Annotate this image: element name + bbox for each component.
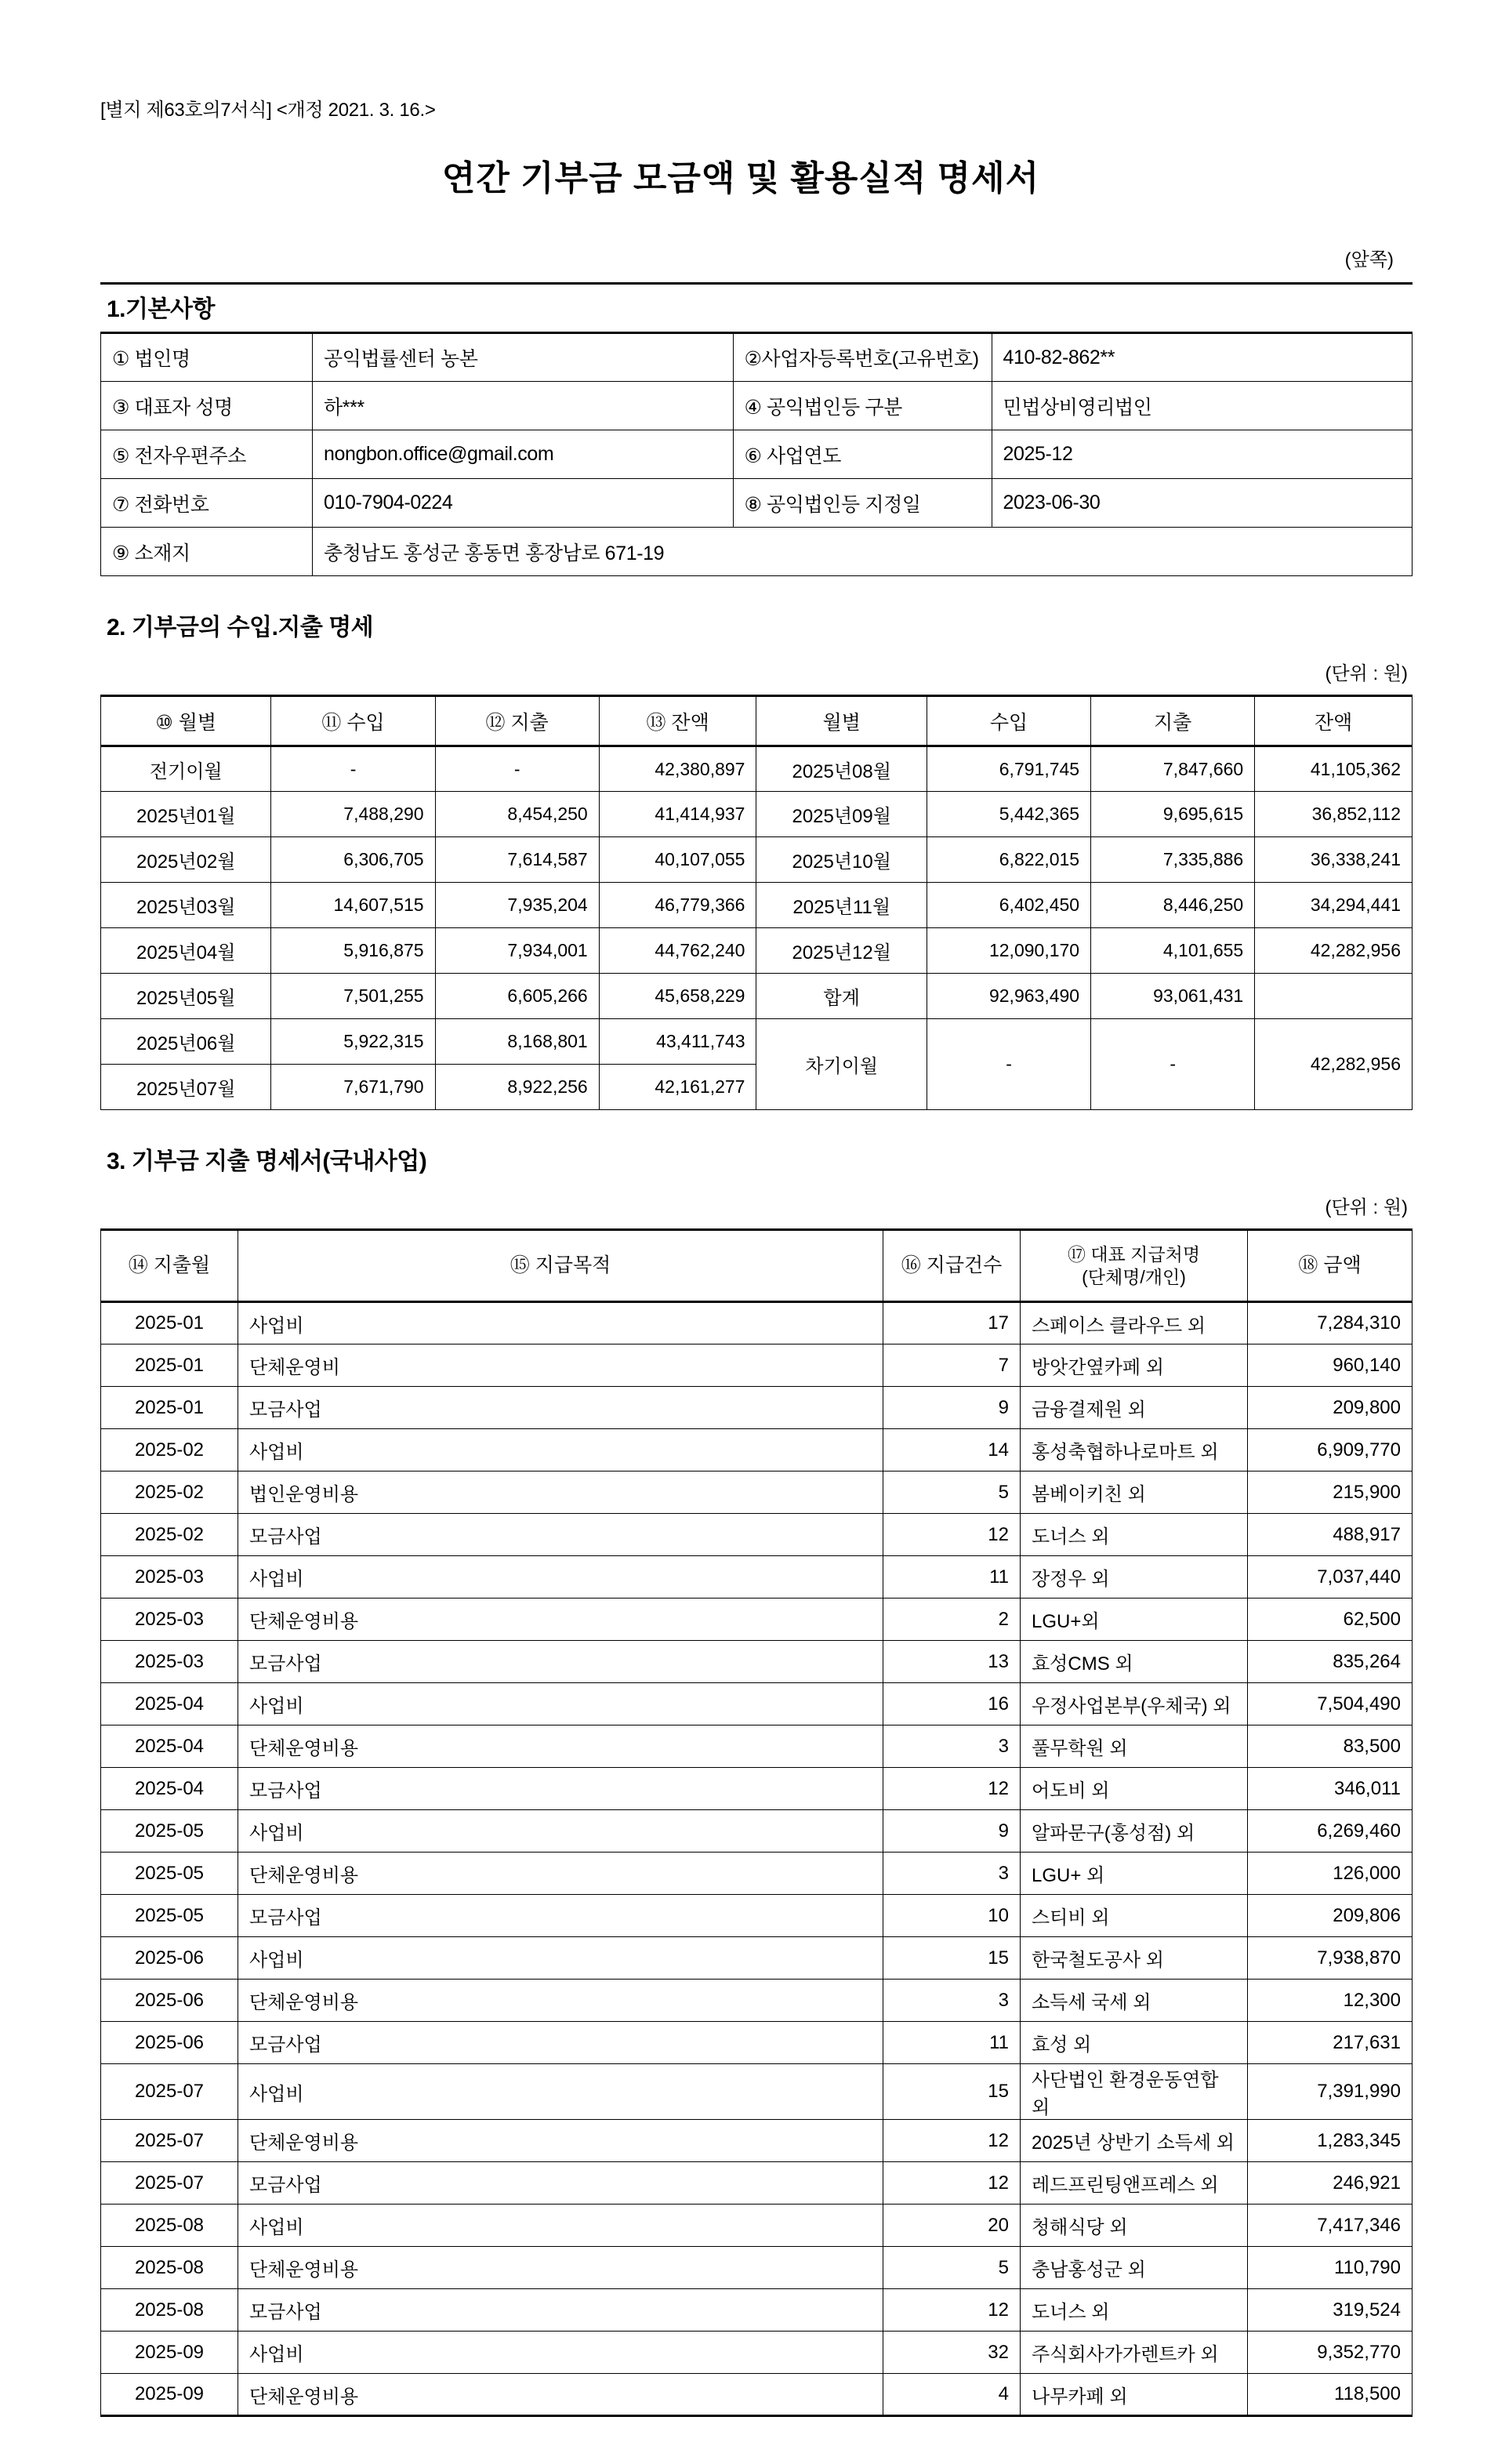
expense-purpose: 사업비	[238, 1302, 883, 1344]
table-row	[101, 837, 1413, 883]
table-row	[101, 382, 1413, 430]
expense-count: 12	[883, 2289, 1021, 2332]
expense-amount: 217,631	[1248, 2022, 1413, 2064]
expense-purpose: 단체운영비용	[238, 1980, 883, 2022]
col-header-spend-payee-line2: (단체명/개인)	[1082, 1266, 1186, 1287]
expense-count: 5	[883, 2247, 1021, 2289]
section3-heading: 3. 기부금 지출 명세서(국내사업)	[107, 1149, 427, 1174]
expense-month: 2025-03	[101, 1556, 238, 1599]
table-row	[101, 1344, 1413, 1387]
expense-count: 3	[883, 1726, 1021, 1768]
col-header-income-right: 수입	[927, 696, 1090, 746]
expense-month: 2025-07	[101, 2120, 238, 2162]
cashflow-month-left: 2025년05월	[101, 974, 271, 1019]
expense-purpose: 모금사업	[238, 1387, 883, 1429]
cashflow-total-expense: 93,061,431	[1091, 974, 1255, 1019]
expense-purpose: 모금사업	[238, 2162, 883, 2205]
expense-amount: 209,800	[1248, 1387, 1413, 1429]
expense-payee: 충남홍성군 외	[1021, 2247, 1248, 2289]
table-row	[101, 333, 1413, 382]
cashflow-balance-right: 36,852,112	[1255, 792, 1413, 837]
table-row	[101, 1980, 1413, 2022]
expense-month: 2025-07	[101, 2162, 238, 2205]
expense-amount: 246,921	[1248, 2162, 1413, 2205]
basic-value-phone: 010-7904-0224	[313, 479, 734, 528]
cashflow-expense-left: -	[435, 746, 599, 792]
cashflow-month-right: 2025년11월	[756, 883, 927, 928]
expense-payee: 장정우 외	[1021, 1556, 1248, 1599]
table-row	[101, 974, 1413, 1019]
expense-header-row	[101, 1230, 1413, 1302]
expense-count: 12	[883, 2162, 1021, 2205]
expense-month: 2025-06	[101, 1937, 238, 1980]
cashflow-income-left: 7,488,290	[271, 792, 435, 837]
cashflow-carryforward-income: -	[927, 1019, 1090, 1110]
table-row	[101, 1726, 1413, 1768]
expense-amount: 209,806	[1248, 1895, 1413, 1937]
basic-value-biz-number: 410-82-862**	[992, 333, 1413, 382]
expense-amount: 488,917	[1248, 1514, 1413, 1556]
expense-purpose: 모금사업	[238, 1768, 883, 1810]
cashflow-balance-left: 43,411,743	[599, 1019, 756, 1065]
col-header-month-left: ⑩ 월별	[101, 696, 271, 746]
col-header-spend-amount: ⑱ 금액	[1248, 1230, 1413, 1302]
cashflow-income-right: 5,442,365	[927, 792, 1090, 837]
expense-payee: 효성CMS 외	[1021, 1641, 1248, 1683]
basic-label-address: ⑨ 소재지	[101, 528, 313, 576]
table-row	[101, 2162, 1413, 2205]
cashflow-carryforward-expense: -	[1091, 1019, 1255, 1110]
cashflow-expense-left: 7,614,587	[435, 837, 599, 883]
expense-count: 12	[883, 1514, 1021, 1556]
expense-month: 2025-04	[101, 1683, 238, 1726]
expense-payee: 사단법인 환경운동연합 외	[1021, 2064, 1248, 2120]
cashflow-income-right: 6,791,745	[927, 746, 1090, 792]
expense-month: 2025-06	[101, 2022, 238, 2064]
table-row	[101, 2120, 1413, 2162]
expense-month: 2025-02	[101, 1472, 238, 1514]
expense-purpose: 단체운영비용	[238, 2374, 883, 2416]
expense-payee: 홍성축협하나로마트 외	[1021, 1429, 1248, 1472]
table-row	[101, 1810, 1413, 1853]
cashflow-month-left: 2025년06월	[101, 1019, 271, 1065]
expense-payee: 효성 외	[1021, 2022, 1248, 2064]
col-header-spend-payee-line1: ⑰ 대표 지급처명	[1067, 1243, 1201, 1265]
expense-amount: 12,300	[1248, 1980, 1413, 2022]
basic-value-address: 충청남도 홍성군 홍동면 홍장남로 671-19	[313, 528, 1413, 576]
expense-month: 2025-02	[101, 1514, 238, 1556]
cashflow-total-label: 합계	[756, 974, 927, 1019]
table-row	[101, 2022, 1413, 2064]
expense-count: 32	[883, 2332, 1021, 2374]
expense-count: 7	[883, 1344, 1021, 1387]
cashflow-income-left: -	[271, 746, 435, 792]
basic-value-corp-name: 공익법률센터 농본	[313, 333, 734, 382]
basic-label-phone: ⑦ 전화번호	[101, 479, 313, 528]
cashflow-month-right: 2025년09월	[756, 792, 927, 837]
expense-payee: 금융결제원 외	[1021, 1387, 1248, 1429]
cashflow-balance-left: 40,107,055	[599, 837, 756, 883]
expense-purpose: 사업비	[238, 2205, 883, 2247]
expense-count: 3	[883, 1853, 1021, 1895]
table-row	[101, 1641, 1413, 1683]
expense-amount: 960,140	[1248, 1344, 1413, 1387]
cashflow-header-row	[101, 696, 1413, 746]
col-header-income-left: ⑪ 수입	[271, 696, 435, 746]
expense-payee: 주식회사가가렌트카 외	[1021, 2332, 1248, 2374]
expense-month: 2025-09	[101, 2332, 238, 2374]
page-title: 연간 기부금 모금액 및 활용실적 명세서	[441, 159, 1040, 198]
expense-count: 2	[883, 1599, 1021, 1641]
cashflow-balance-right: 34,294,441	[1255, 883, 1413, 928]
basic-info-table	[100, 332, 1413, 576]
expense-payee: 청해식당 외	[1021, 2205, 1248, 2247]
expense-count: 11	[883, 2022, 1021, 2064]
table-row	[101, 1556, 1413, 1599]
expense-count: 9	[883, 1810, 1021, 1853]
expense-purpose: 사업비	[238, 1683, 883, 1726]
basic-label-email: ⑤ 전자우편주소	[101, 430, 313, 479]
expense-count: 3	[883, 1980, 1021, 2022]
expense-purpose: 단체운영비	[238, 1344, 883, 1387]
cashflow-expense-left: 8,922,256	[435, 1065, 599, 1110]
expense-count: 17	[883, 1302, 1021, 1344]
cashflow-expense-left: 7,935,204	[435, 883, 599, 928]
expense-amount: 7,417,346	[1248, 2205, 1413, 2247]
expense-purpose: 모금사업	[238, 1514, 883, 1556]
cashflow-income-left: 5,922,315	[271, 1019, 435, 1065]
expense-amount: 6,269,460	[1248, 1810, 1413, 1853]
expense-month: 2025-05	[101, 1810, 238, 1853]
expense-count: 5	[883, 1472, 1021, 1514]
basic-value-fiscal-year: 2025-12	[992, 430, 1413, 479]
expense-month: 2025-06	[101, 1980, 238, 2022]
expense-month: 2025-08	[101, 2205, 238, 2247]
cashflow-total-balance	[1255, 974, 1413, 1019]
expense-month: 2025-03	[101, 1641, 238, 1683]
basic-label-rep-name: ③ 대표자 성명	[101, 382, 313, 430]
expense-purpose: 법인운영비용	[238, 1472, 883, 1514]
expense-month: 2025-03	[101, 1599, 238, 1641]
expense-amount: 7,037,440	[1248, 1556, 1413, 1599]
expense-count: 15	[883, 1937, 1021, 1980]
cashflow-month-left: 2025년03월	[101, 883, 271, 928]
col-header-expense-left: ⑫ 지출	[435, 696, 599, 746]
table-row	[101, 479, 1413, 528]
expense-amount: 83,500	[1248, 1726, 1413, 1768]
expense-count: 9	[883, 1387, 1021, 1429]
expense-count: 15	[883, 2064, 1021, 2120]
cashflow-expense-right: 7,335,886	[1091, 837, 1255, 883]
expense-purpose: 단체운영비용	[238, 1726, 883, 1768]
basic-value-email: nongbon.office@gmail.com	[313, 430, 734, 479]
cashflow-balance-right: 42,282,956	[1255, 928, 1413, 974]
table-row	[101, 746, 1413, 792]
expense-amount: 9,352,770	[1248, 2332, 1413, 2374]
cashflow-month-right: 2025년08월	[756, 746, 927, 792]
expense-count: 12	[883, 1768, 1021, 1810]
basic-value-rep-name: 하***	[313, 382, 734, 430]
expense-payee: 우정사업본부(우체국) 외	[1021, 1683, 1248, 1726]
expense-purpose: 사업비	[238, 1429, 883, 1472]
expense-month: 2025-02	[101, 1429, 238, 1472]
expense-count: 13	[883, 1641, 1021, 1683]
table-row	[101, 430, 1413, 479]
expense-payee: 어도비 외	[1021, 1768, 1248, 1810]
expense-amount: 319,524	[1248, 2289, 1413, 2332]
expense-payee: 도너스 외	[1021, 1514, 1248, 1556]
table-row	[101, 1019, 1413, 1065]
table-row	[101, 1768, 1413, 1810]
col-header-expense-right: 지출	[1091, 696, 1255, 746]
expense-month: 2025-01	[101, 1387, 238, 1429]
cashflow-balance-left: 44,762,240	[599, 928, 756, 974]
expense-purpose: 모금사업	[238, 1641, 883, 1683]
table-row	[101, 1514, 1413, 1556]
expense-count: 10	[883, 1895, 1021, 1937]
cashflow-balance-left: 41,414,937	[599, 792, 756, 837]
table-row	[101, 1472, 1413, 1514]
expense-month: 2025-04	[101, 1768, 238, 1810]
expense-month: 2025-01	[101, 1344, 238, 1387]
basic-label-corp-type: ④ 공익법인등 구분	[733, 382, 992, 430]
basic-label-corp-name: ① 법인명	[101, 333, 313, 382]
cashflow-month-left: 전기이월	[101, 746, 271, 792]
table-row	[101, 2064, 1413, 2120]
cashflow-expense-left: 8,454,250	[435, 792, 599, 837]
cashflow-income-right: 6,822,015	[927, 837, 1090, 883]
cashflow-expense-right: 8,446,250	[1091, 883, 1255, 928]
expense-payee: 한국철도공사 외	[1021, 1937, 1248, 1980]
expense-month: 2025-09	[101, 2374, 238, 2416]
expense-month: 2025-05	[101, 1895, 238, 1937]
cashflow-month-left: 2025년01월	[101, 792, 271, 837]
section3-unit-note: (단위 : 원)	[1325, 1197, 1408, 1218]
expense-purpose: 사업비	[238, 1556, 883, 1599]
expense-amount: 346,011	[1248, 1768, 1413, 1810]
expense-payee: 스티비 외	[1021, 1895, 1248, 1937]
basic-label-designation: ⑧ 공익법인등 지정일	[733, 479, 992, 528]
table-row	[101, 1937, 1413, 1980]
cashflow-expense-left: 8,168,801	[435, 1019, 599, 1065]
cashflow-balance-left: 42,380,897	[599, 746, 756, 792]
expense-payee: LGU+외	[1021, 1599, 1248, 1641]
cashflow-month-right: 2025년12월	[756, 928, 927, 974]
expense-purpose: 사업비	[238, 1810, 883, 1853]
expense-payee: 방앗간옆카페 외	[1021, 1344, 1248, 1387]
expense-amount: 1,283,345	[1248, 2120, 1413, 2162]
col-header-month-right: 월별	[756, 696, 927, 746]
expense-amount: 7,504,490	[1248, 1683, 1413, 1726]
expense-payee: 2025년 상반기 소득세 외	[1021, 2120, 1248, 2162]
cashflow-month-left: 2025년04월	[101, 928, 271, 974]
expense-purpose: 단체운영비용	[238, 2120, 883, 2162]
table-row	[101, 1302, 1413, 1344]
cashflow-expense-right: 9,695,615	[1091, 792, 1255, 837]
cashflow-total-income: 92,963,490	[927, 974, 1090, 1019]
cashflow-balance-left: 45,658,229	[599, 974, 756, 1019]
expense-month: 2025-05	[101, 1853, 238, 1895]
expense-purpose: 단체운영비용	[238, 2247, 883, 2289]
cashflow-expense-left: 7,934,001	[435, 928, 599, 974]
page-side-marker: (앞쪽)	[1344, 249, 1394, 270]
table-row	[101, 2332, 1413, 2374]
table-row	[101, 1429, 1413, 1472]
table-row	[101, 928, 1413, 974]
section1-heading: 1.기본사항	[107, 296, 215, 322]
table-row	[101, 2205, 1413, 2247]
cashflow-expense-left: 6,605,266	[435, 974, 599, 1019]
cashflow-income-left: 7,671,790	[271, 1065, 435, 1110]
table-row	[101, 2374, 1413, 2416]
col-header-balance-right: 잔액	[1255, 696, 1413, 746]
expense-amount: 110,790	[1248, 2247, 1413, 2289]
table-row	[101, 1853, 1413, 1895]
cashflow-income-left: 6,306,705	[271, 837, 435, 883]
col-header-spend-payee	[1021, 1230, 1248, 1302]
cashflow-expense-right: 4,101,655	[1091, 928, 1255, 974]
col-header-spend-month: ⑭ 지출월	[101, 1230, 238, 1302]
expense-purpose: 사업비	[238, 2064, 883, 2120]
cashflow-month-left: 2025년02월	[101, 837, 271, 883]
cashflow-income-left: 14,607,515	[271, 883, 435, 928]
expense-payee: 나무카페 외	[1021, 2374, 1248, 2416]
expense-amount: 7,391,990	[1248, 2064, 1413, 2120]
table-row	[101, 1683, 1413, 1726]
cashflow-income-right: 6,402,450	[927, 883, 1090, 928]
expense-payee: 소득세 국세 외	[1021, 1980, 1248, 2022]
cashflow-month-left: 2025년07월	[101, 1065, 271, 1110]
expense-purpose: 단체운영비용	[238, 1599, 883, 1641]
expense-purpose: 모금사업	[238, 2022, 883, 2064]
col-header-spend-count: ⑯ 지급건수	[883, 1230, 1021, 1302]
expense-payee: 풀무학원 외	[1021, 1726, 1248, 1768]
expense-month: 2025-01	[101, 1302, 238, 1344]
table-row	[101, 1895, 1413, 1937]
expense-amount: 835,264	[1248, 1641, 1413, 1683]
expense-count: 16	[883, 1683, 1021, 1726]
expense-payee: 봄베이키친 외	[1021, 1472, 1248, 1514]
cashflow-carryforward-label: 차기이월	[756, 1019, 927, 1110]
expense-month: 2025-04	[101, 1726, 238, 1768]
cashflow-income-left: 5,916,875	[271, 928, 435, 974]
form-code-label: [별지 제63호의7서식] <개정 2021. 3. 16.>	[100, 100, 436, 121]
section2-heading: 2. 기부금의 수입.지출 명세	[107, 615, 374, 640]
expense-purpose: 모금사업	[238, 2289, 883, 2332]
cashflow-balance-left: 42,161,277	[599, 1065, 756, 1110]
table-row	[101, 528, 1413, 576]
expense-count: 20	[883, 2205, 1021, 2247]
col-header-spend-purpose: ⑮ 지급목적	[238, 1230, 883, 1302]
section2-unit-note: (단위 : 원)	[1325, 663, 1408, 684]
expense-purpose: 사업비	[238, 1937, 883, 1980]
table-row	[101, 2247, 1413, 2289]
basic-value-corp-type: 민법상비영리법인	[992, 382, 1413, 430]
expense-amount: 6,909,770	[1248, 1429, 1413, 1472]
expense-count: 12	[883, 2120, 1021, 2162]
cashflow-balance-left: 46,779,366	[599, 883, 756, 928]
table-row	[101, 883, 1413, 928]
expense-purpose: 사업비	[238, 2332, 883, 2374]
cashflow-balance-right: 36,338,241	[1255, 837, 1413, 883]
table-row	[101, 792, 1413, 837]
col-header-balance-left: ⑬ 잔액	[599, 696, 756, 746]
cashflow-income-left: 7,501,255	[271, 974, 435, 1019]
expense-detail-table	[100, 1228, 1413, 2417]
expense-purpose: 모금사업	[238, 1895, 883, 1937]
expense-month: 2025-08	[101, 2247, 238, 2289]
cashflow-income-right: 12,090,170	[927, 928, 1090, 974]
expense-payee: 스페이스 클라우드 외	[1021, 1302, 1248, 1344]
table-row	[101, 1599, 1413, 1641]
cashflow-table	[100, 695, 1413, 1110]
expense-payee: LGU+ 외	[1021, 1853, 1248, 1895]
basic-label-fiscal-year: ⑥ 사업연도	[733, 430, 992, 479]
expense-month: 2025-07	[101, 2064, 238, 2120]
expense-amount: 126,000	[1248, 1853, 1413, 1895]
cashflow-expense-right: 7,847,660	[1091, 746, 1255, 792]
expense-amount: 118,500	[1248, 2374, 1413, 2416]
expense-payee: 알파문구(홍성점) 외	[1021, 1810, 1248, 1853]
table-row	[101, 2289, 1413, 2332]
table-row	[101, 1387, 1413, 1429]
expense-month: 2025-08	[101, 2289, 238, 2332]
expense-count: 14	[883, 1429, 1021, 1472]
expense-amount: 215,900	[1248, 1472, 1413, 1514]
expense-amount: 62,500	[1248, 1599, 1413, 1641]
expense-count: 4	[883, 2374, 1021, 2416]
expense-count: 11	[883, 1556, 1021, 1599]
expense-amount: 7,938,870	[1248, 1937, 1413, 1980]
expense-payee: 도너스 외	[1021, 2289, 1248, 2332]
expense-payee: 레드프린팅앤프레스 외	[1021, 2162, 1248, 2205]
expense-amount: 7,284,310	[1248, 1302, 1413, 1344]
basic-value-designation: 2023-06-30	[992, 479, 1413, 528]
expense-purpose: 단체운영비용	[238, 1853, 883, 1895]
cashflow-carryforward-balance: 42,282,956	[1255, 1019, 1413, 1110]
cashflow-balance-right: 41,105,362	[1255, 746, 1413, 792]
cashflow-month-right: 2025년10월	[756, 837, 927, 883]
basic-label-biz-number: ②사업자등록번호(고유번호)	[733, 333, 992, 382]
